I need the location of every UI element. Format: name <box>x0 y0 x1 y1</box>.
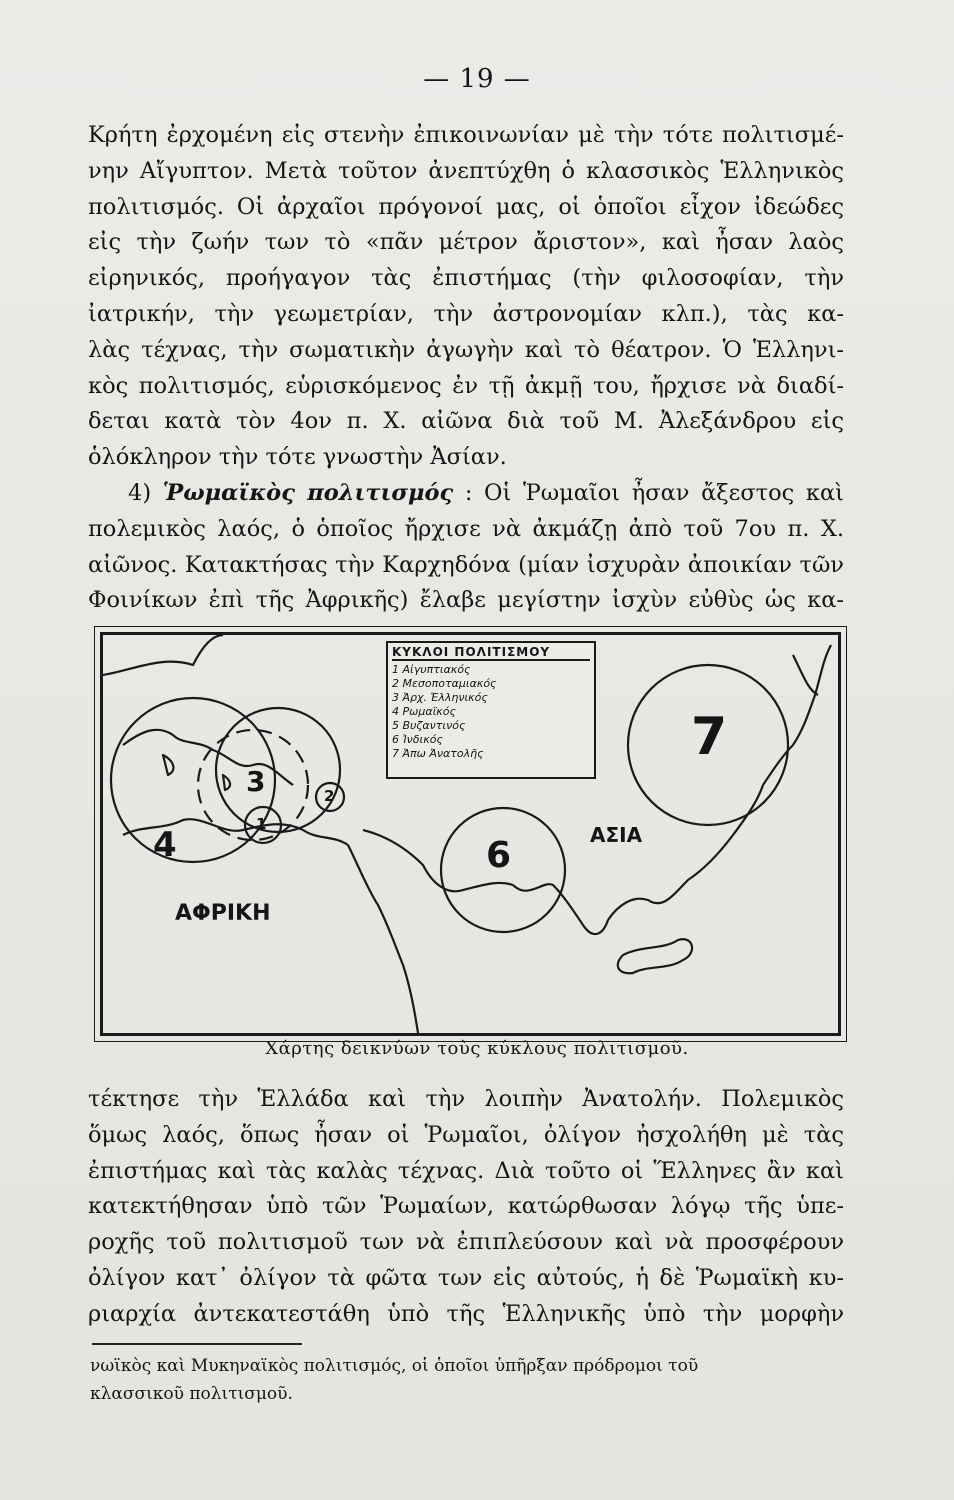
text-line: Κρήτη ἐρχομένη εἰς στενὴν ἐπικοινωνίαν μὲ τὴν τότε πολιτισμέ- <box>88 122 844 148</box>
text-line: ὁλόκληρον τὴν τότε γνωστὴν Ἀσίαν. <box>88 444 507 471</box>
legend-item: 1 Αἰγυπτιακός <box>392 663 471 676</box>
text-line: νην Αἴγυπτον. Μετὰ τοῦτον ἀνεπτύχθη ὁ κλασσικὸς Ἑλληνικὸς <box>88 157 844 184</box>
section-heading: Ῥωμαϊκὸς πολιτισμός <box>162 479 454 506</box>
text-line: εἰρηνικός, προήγαγον τὰς ἐπιστήμας (τὴν φιλοσοφίαν, τὴν <box>88 265 844 292</box>
coastline-china <box>763 645 831 785</box>
text-line: ἐπιστήμας καὶ τὰς καλὰς τέχνας. Διὰ τοῦτο οἱ Ἕλληνες ἂν καὶ <box>88 1157 844 1184</box>
text-line: ὅμως λαός, ὅπως ἦσαν οἱ Ῥωμαῖοι, ὀλίγον ἠσχολήθη μὲ τὰς <box>88 1121 844 1148</box>
civilization-circles-map <box>100 632 841 1036</box>
paragraph-bottom <box>88 1082 844 1333</box>
circle-number-3: 3 <box>246 765 266 798</box>
text-line: αἰῶνος. Κατακτήσας τὴν Καρχηδόνα (μίαν ἰσχυρὰν ἀποικίαν τῶν <box>88 551 844 578</box>
text-line: κὸς πολιτισμός, εὑρισκόμενος ἐν τῇ ἀκμῇ του, ἤρχισε νὰ διαδί- <box>88 372 844 399</box>
circle-number-6: 6 <box>486 835 512 876</box>
label-asia: ΑΣΙΑ <box>590 823 643 847</box>
footnote <box>90 1352 848 1408</box>
text-line: ὀλίγον κατ᾽ ὀλίγον τὰ φῶτα των εἰς αὐτούς, ἡ δὲ Ῥωμαϊκὴ κυ- <box>88 1264 844 1291</box>
text-line: κατεκτήθησαν ὑπὸ τῶν Ῥωμαίων, κατώρθωσαν λόγῳ τῆς ὑπε- <box>88 1193 844 1220</box>
text-line: τέκτησε τὴν Ἑλλάδα καὶ τὴν λοιπὴν Ἀνατολήν. Πολεμικὸς <box>88 1086 844 1112</box>
island-indonesia <box>618 939 692 973</box>
page-number: — 19 — <box>423 64 531 94</box>
text-line: ροχῆς τοῦ πολιτισμοῦ των νὰ ἐπιπλεύσουν καὶ νὰ προσφέρουν <box>88 1229 844 1256</box>
footnote-rule <box>92 1343 302 1345</box>
text-line: Φοινίκων ἐπὶ τῆς Ἀφρικῆς) ἔλαβε μεγίστην ἰσχὺν εὐθὺς ὡς κα- <box>88 587 844 614</box>
text-line: πολιτισμός. Οἱ ἀρχαῖοι πρόγονοί μας, οἱ ὁποῖοι εἶχον ἰδεώδες <box>88 193 844 220</box>
footnote-line: κλασσικοῦ πολιτισμοῦ. <box>90 1384 293 1404</box>
section-first-line-text: : Οἱ Ῥωμαῖοι ἦσαν ἄξεστος καὶ <box>464 479 844 506</box>
text-line: ἰατρικήν, τὴν γεωμετρίαν, τὴν ἀστρονομίαν κλπ.), τὰς κα- <box>88 300 844 327</box>
text-line: πολεμικὸς λαός, ὁ ὁποῖος ἤρχισε νὰ ἀκμάζῃ ἀπὸ τοῦ 7ου π. Χ. <box>88 515 844 542</box>
label-africa: ΑΦΡΙΚΗ <box>175 901 271 926</box>
circle-number-7: 7 <box>691 707 728 767</box>
circle-number-4: 4 <box>153 825 177 865</box>
coastline-indochina <box>608 785 763 920</box>
section-number: 4) <box>128 479 152 506</box>
legend-item: 6 Ἰνδικός <box>392 733 443 746</box>
legend-title: ΚΥΚΛΟΙ ΠΟΛΙΤΙΣΜΟΥ <box>392 645 590 661</box>
text-line: ριαρχία ἀντεκατεστάθη ὑπὸ τῆς Ἑλληνικῆς ὑπὸ τὴν μορφὴν <box>88 1300 844 1327</box>
text-line: εἰς τὴν ζωήν των τὸ «πᾶν μέτρον ἄριστον», καὶ ἦσαν λαὸς <box>88 229 844 256</box>
legend-item: 2 Μεσοποταμιακός <box>392 677 497 690</box>
paragraph-top <box>88 118 844 619</box>
text-line: δεται κατὰ τὸν 4ον π. Χ. αἰῶνα διὰ τοῦ Μ. Ἀλεξάνδρου εἰς <box>88 408 844 435</box>
text-line: λὰς τέχνας, τὴν σωματικὴν ἀγωγὴν καὶ τὸ θέατρον. Ὁ Ἑλληνι- <box>88 336 844 363</box>
circle-number-1: 1 <box>256 815 267 833</box>
mediterranean-islands <box>163 755 230 790</box>
legend-item: 7 Ἀπω Ἀνατολῆς <box>392 747 484 760</box>
coastline-red-sea <box>348 845 418 1033</box>
legend-item: 3 Ἀρχ. Ἑλληνικός <box>392 691 488 704</box>
map-caption: Χάρτης δεικνύων τοὺς κύκλους πολιτισμοῦ. <box>265 1038 689 1059</box>
section-4-first-line <box>88 476 844 512</box>
map-legend <box>386 641 596 779</box>
circle-number-2: 2 <box>324 787 335 805</box>
legend-item: 4 Ρωμαϊκός <box>392 705 456 718</box>
footnote-line: νωϊκὸς καὶ Μυκηναϊκὸς πολιτισμός, οἱ ὁποῖοι ὑπῆρξαν πρόδρομοι τοῦ <box>90 1356 699 1376</box>
island-japan <box>793 655 818 695</box>
legend-item: 5 Βυζαντινός <box>392 719 466 732</box>
